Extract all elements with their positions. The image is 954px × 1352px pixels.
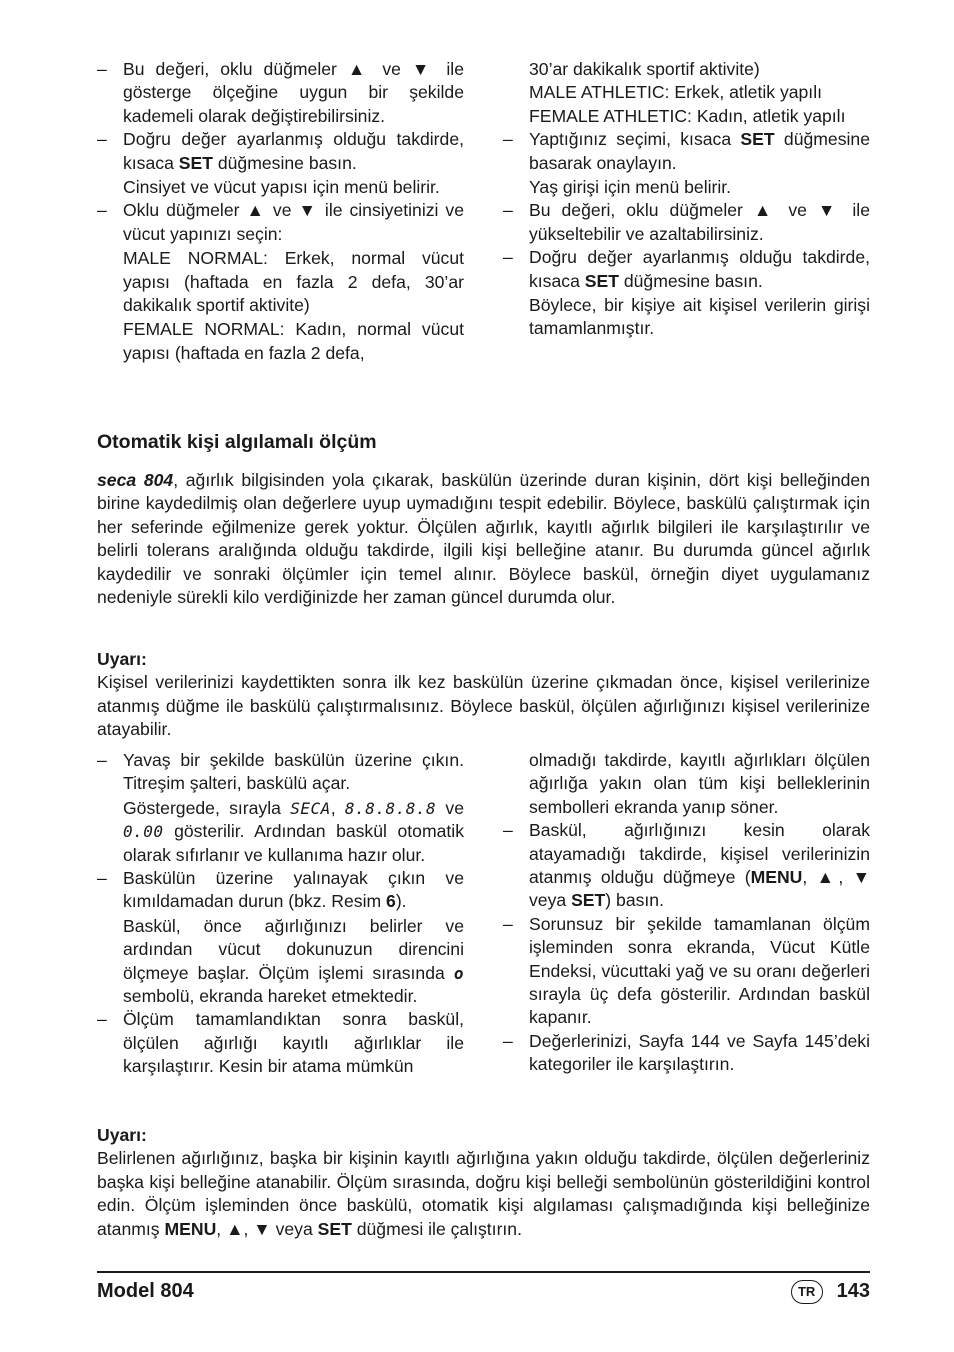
list-item	[503, 1030, 870, 1077]
mid-right-column	[503, 749, 870, 1077]
list-item-text: Değerlerinizi, Sayfa 144 ve Sayfa 145’deki kategoriler ile karşılaştırın.	[529, 1030, 870, 1075]
list-item-note: Cinsiyet ve vücut yapısı için menü belirir.	[123, 177, 440, 198]
list-item	[503, 913, 870, 1030]
lcd-segments: 8.8.8.8.8	[344, 798, 437, 818]
list-item-text: Baskül, ağırlığınızı kesin olarak atayamadığı takdirde, kişisel verilerinizin atanmış olduğu düğmeye (MENU, ▲, ▼ veya SET) basın.	[529, 820, 870, 911]
model-name: seca 804	[97, 470, 174, 490]
list-item-text: Yavaş bir şekilde baskülün üzerine çıkın. Titreşim şalteri, baskülü açar.	[123, 750, 464, 794]
list-dash: –	[97, 59, 107, 79]
figure-number: 6	[386, 891, 396, 912]
measure-symbol: o	[453, 963, 464, 983]
list-dash: –	[97, 1009, 107, 1030]
list-item-text: Baskülün üzerine yalınayak çıkın ve kımıldamadan durun (bkz. Resim 6).	[123, 868, 464, 912]
warning-block	[97, 648, 870, 742]
footer-rule	[97, 1271, 870, 1273]
list-item-text: Yaptığınız seçimi, kısaca SET düğmesine basarak onaylayın.	[529, 129, 870, 173]
list-dash: –	[97, 200, 107, 221]
intro-paragraph	[97, 469, 870, 609]
set-key: SET	[317, 1218, 352, 1239]
list-item-text: Ölçüm tamamlandıktan sonra baskül, ölçülen ağırlığı kayıtlı ağırlıklar ile karşılaştırır. Kesin bir atama mümkün	[123, 1009, 464, 1077]
warning-label: Uyarı:	[97, 1125, 147, 1145]
set-key: SET	[571, 890, 606, 911]
section-title: Otomatik kişi algılamalı ölçüm	[97, 431, 377, 453]
lcd-zero: 0.00	[123, 822, 164, 842]
warning-text: Kişisel verilerinizi kaydettikten sonra ilk kez baskülün üzerine çıkmadan önce, kişisel verilerinize atanmış düğme ile baskülü çalıştırmalısınız. Böylece baskül, ölçülen ağırlığınızı kişisel verilerinize atayabilir.	[97, 672, 870, 740]
list-dash: –	[503, 129, 513, 150]
continued-text: FEMALE ATHLETIC: Kadın, atletik yapılı	[529, 105, 846, 126]
list-item	[503, 128, 870, 199]
language-badge: TR	[791, 1280, 823, 1304]
list-item	[97, 128, 464, 199]
list-dash: –	[503, 820, 513, 841]
list-item-note: Yaş girişi için menü belirir.	[529, 177, 732, 198]
footer-model: Model 804	[97, 1280, 194, 1302]
list-dash: –	[503, 247, 513, 268]
lcd-seca: SECA	[290, 798, 331, 818]
warning-text: Belirlenen ağırlığınız, başka bir kişinin kayıtlı ağırlığına yakın olduğu takdirde, ölçülen değerleriniz başka kişi belleğine atanabilir. Ölçüm sırasında, doğru kişi belleği sembolünün gösterildiğini kontrol edin. Ölçüm işleminden önce baskülü, otomatik kişi algılaması çalışmadığında kişi belleğinize atanmış MENU, ▲, ▼ veya SET düğmesi ile çalıştırın.	[97, 1148, 870, 1239]
list-item-note: Böylece, bir kişiye ait kişisel verilerin girişi tamamlanmıştır.	[529, 295, 870, 339]
list-item-text: Bu değeri, oklu düğmeler ▲ ve ▼ ile gösterge ölçeğine uygun bir şekilde kademeli olarak değiştirebilirsiniz.	[123, 59, 464, 126]
set-key: SET	[584, 270, 619, 291]
list-item	[503, 199, 870, 246]
list-item-text: Oklu düğmeler ▲ ve ▼ ile cinsiyetinizi ve vücut yapınızı seçin:	[123, 200, 464, 244]
list-item-text: Bu değeri, oklu düğmeler ▲ ve ▼ ile yükseltebilir ve azaltabilirsiniz.	[529, 200, 870, 244]
list-item-note: MALE NORMAL: Erkek, normal vücut yapısı (haftada en fazla 2 defa, 30’ar dakikalık sportif aktivite)	[123, 248, 464, 316]
page-number: 143	[836, 1280, 870, 1303]
list-item	[97, 1008, 464, 1078]
list-dash: –	[97, 868, 107, 889]
warning-block	[97, 1124, 870, 1241]
list-item	[503, 246, 870, 341]
intro-text: , ağırlık bilgisinden yola çıkarak, baskülün üzerinde duran kişinin, dört kişi belleğinden birine kaydedilmiş olan değerlere uyup uymadığını tespit edebilir. Böylece, baskülü çalıştırmak için her seferinde eğilmenize gerek yoktur. Ölçülen ağırlık, kayıtlı ağırlık bilgileri ile karşılaştırılır ve belirli tolerans aralığında olduğu takdirde, ilgili kişi belleğine atanır. Bu durumda güncel ağırlık kaydedilir ve sonraki ölçümler için temel alınır. Böylece baskül, örneğin diyet uygulamanız nedeniyle sürekli kilo verdiğinizde her zaman güncel durumda olur.	[97, 470, 870, 608]
list-item	[503, 819, 870, 913]
list-dash: –	[97, 750, 107, 770]
list-item-text: Sorunsuz bir şekilde tamamlanan ölçüm işleminden sonra ekranda, Vücut Kütle Endeksi, vücuttaki yağ ve su oranı değerleri sırayla üç defa gösterilir. Ardından baskül kapanır.	[529, 913, 870, 1028]
list-item-text: Doğru değer ayarlanmış olduğu takdirde, kısaca SET düğmesine basın.	[529, 247, 870, 291]
top-left-column	[97, 58, 464, 365]
list-item	[97, 867, 464, 1008]
list-item-note: FEMALE NORMAL: Kadın, normal vücut yapısı (haftada en fazla 2 defa,	[123, 319, 464, 363]
continued-text: olmadığı takdirde, kayıtlı ağırlıkları ölçülen ağırlığa yakın olan tüm kişi belleklerinin sembolleri ekranda yanıp söner.	[529, 750, 870, 817]
set-key: SET	[740, 129, 775, 150]
continued-text: 30’ar dakikalık sportif aktivite)	[529, 59, 760, 79]
list-dash: –	[503, 200, 513, 221]
list-item-text: Doğru değer ayarlanmış olduğu takdirde, kısaca SET düğmesine basın.	[123, 129, 464, 173]
top-right-column	[503, 58, 870, 341]
list-dash: –	[503, 1030, 513, 1051]
set-key: SET	[178, 152, 213, 173]
list-item	[97, 749, 464, 867]
menu-key: MENU	[164, 1218, 217, 1239]
mid-left-column	[97, 749, 464, 1079]
list-item-note: Göstergede, sırayla SECA, 8.8.8.8.8 ve 0.00 gösterilir. Ardından baskül otomatik olarak sıfırlanır ve kullanıma hazır olur.	[123, 797, 464, 865]
list-dash: –	[503, 913, 513, 934]
continued-text: MALE ATHLETIC: Erkek, atletik yapılı	[529, 82, 822, 103]
warning-label: Uyarı:	[97, 649, 147, 669]
footer-right	[791, 1280, 870, 1304]
menu-key: MENU	[750, 867, 803, 888]
list-item	[97, 199, 464, 365]
list-item	[97, 58, 464, 128]
list-dash: –	[97, 129, 107, 150]
list-item-note: Baskül, önce ağırlığınızı belirler ve ardından vücut dokunuzun direncini ölçmeye başlar. Ölçüm işlemi sırasında o sembolü, ekranda hareket etmektedir.	[123, 915, 464, 1007]
